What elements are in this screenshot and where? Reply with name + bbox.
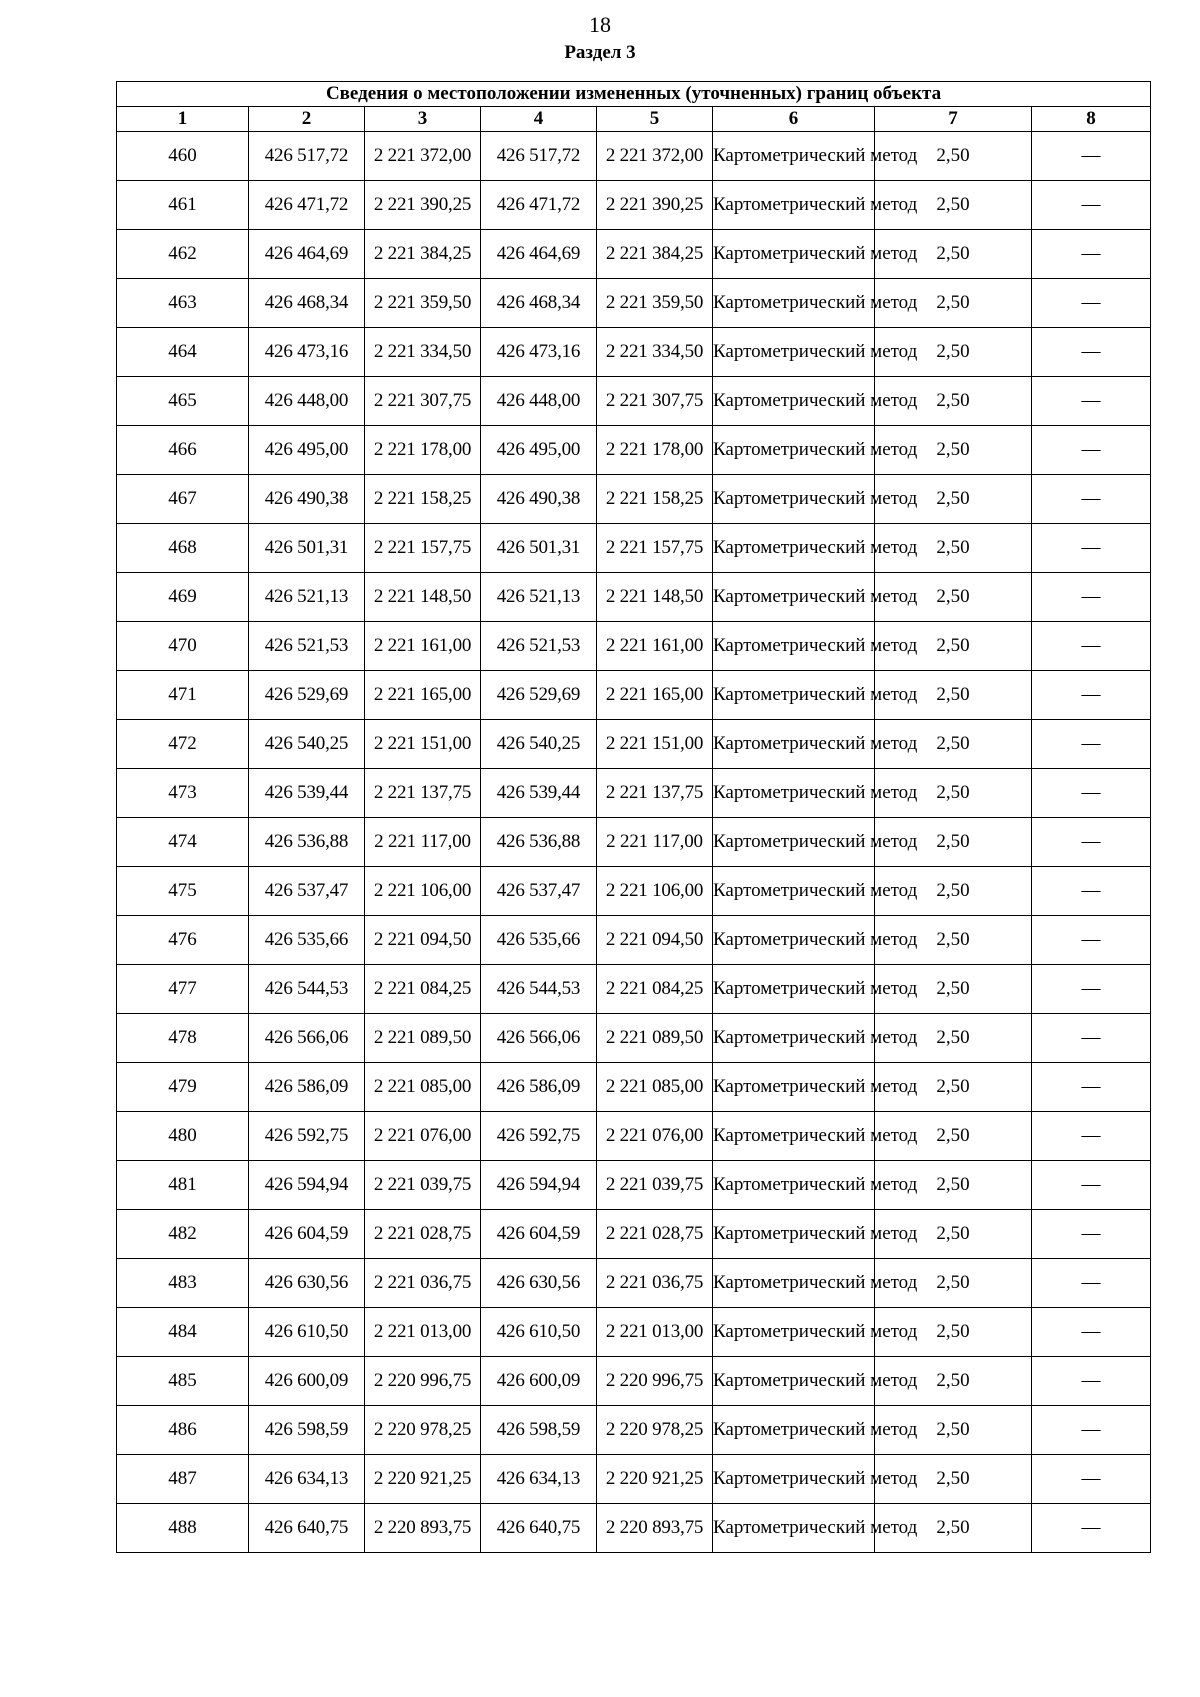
- column-number-6: 6: [713, 107, 875, 132]
- accuracy-cell: 2,50: [875, 132, 1032, 181]
- y-coordinate-old-cell: 2 221 148,50: [365, 573, 481, 622]
- description-cell: —: [1032, 377, 1151, 426]
- x-coordinate-new-cell: 426 540,25: [481, 720, 597, 769]
- accuracy-cell: 2,50: [875, 573, 1032, 622]
- table-row: [117, 573, 1151, 622]
- table-row: [117, 475, 1151, 524]
- x-coordinate-old-cell: 426 634,13: [249, 1455, 365, 1504]
- accuracy-cell: 2,50: [875, 1504, 1032, 1553]
- y-coordinate-new-cell: 2 221 094,50: [597, 916, 713, 965]
- x-coordinate-new-cell: 426 592,75: [481, 1112, 597, 1161]
- x-coordinate-new-cell: 426 517,72: [481, 132, 597, 181]
- description-cell: —: [1032, 720, 1151, 769]
- x-coordinate-old-cell: 426 610,50: [249, 1308, 365, 1357]
- accuracy-cell: 2,50: [875, 328, 1032, 377]
- description-cell: —: [1032, 1504, 1151, 1553]
- point-number-cell: 466: [117, 426, 249, 475]
- point-number-cell: 473: [117, 769, 249, 818]
- y-coordinate-new-cell: 2 221 384,25: [597, 230, 713, 279]
- point-number-cell: 464: [117, 328, 249, 377]
- table-row: [117, 769, 1151, 818]
- x-coordinate-old-cell: 426 537,47: [249, 867, 365, 916]
- table-row: [117, 1063, 1151, 1112]
- accuracy-cell: 2,50: [875, 279, 1032, 328]
- table-row: [117, 867, 1151, 916]
- y-coordinate-new-cell: 2 221 117,00: [597, 818, 713, 867]
- accuracy-cell: 2,50: [875, 230, 1032, 279]
- boundary-coordinates-table: [116, 81, 1151, 1553]
- x-coordinate-new-cell: 426 544,53: [481, 965, 597, 1014]
- description-cell: —: [1032, 1112, 1151, 1161]
- y-coordinate-old-cell: 2 221 158,25: [365, 475, 481, 524]
- x-coordinate-old-cell: 426 598,59: [249, 1406, 365, 1455]
- y-coordinate-new-cell: 2 221 085,00: [597, 1063, 713, 1112]
- y-coordinate-new-cell: 2 221 089,50: [597, 1014, 713, 1063]
- accuracy-cell: 2,50: [875, 1014, 1032, 1063]
- method-cell: Картометрический метод: [713, 1504, 875, 1553]
- point-number-cell: 484: [117, 1308, 249, 1357]
- y-coordinate-new-cell: 2 220 996,75: [597, 1357, 713, 1406]
- x-coordinate-old-cell: 426 544,53: [249, 965, 365, 1014]
- accuracy-cell: 2,50: [875, 475, 1032, 524]
- accuracy-cell: 2,50: [875, 377, 1032, 426]
- x-coordinate-new-cell: 426 501,31: [481, 524, 597, 573]
- page-number: 18: [589, 12, 611, 37]
- table-body: [117, 132, 1151, 1553]
- method-cell: Картометрический метод: [713, 230, 875, 279]
- table-row: [117, 1406, 1151, 1455]
- column-number-3: 3: [365, 107, 481, 132]
- y-coordinate-new-cell: 2 221 178,00: [597, 426, 713, 475]
- method-cell: Картометрический метод: [713, 1455, 875, 1504]
- accuracy-cell: 2,50: [875, 1161, 1032, 1210]
- x-coordinate-new-cell: 426 600,09: [481, 1357, 597, 1406]
- x-coordinate-old-cell: 426 566,06: [249, 1014, 365, 1063]
- description-cell: —: [1032, 1161, 1151, 1210]
- point-number-cell: 475: [117, 867, 249, 916]
- y-coordinate-new-cell: 2 221 161,00: [597, 622, 713, 671]
- x-coordinate-new-cell: 426 610,50: [481, 1308, 597, 1357]
- x-coordinate-old-cell: 426 448,00: [249, 377, 365, 426]
- method-cell: Картометрический метод: [713, 377, 875, 426]
- method-cell: Картометрический метод: [713, 573, 875, 622]
- x-coordinate-new-cell: 426 521,13: [481, 573, 597, 622]
- y-coordinate-old-cell: 2 221 178,00: [365, 426, 481, 475]
- point-number-cell: 480: [117, 1112, 249, 1161]
- table-row: [117, 1259, 1151, 1308]
- y-coordinate-new-cell: 2 221 148,50: [597, 573, 713, 622]
- x-coordinate-new-cell: 426 598,59: [481, 1406, 597, 1455]
- y-coordinate-new-cell: 2 221 390,25: [597, 181, 713, 230]
- x-coordinate-old-cell: 426 517,72: [249, 132, 365, 181]
- y-coordinate-new-cell: 2 221 013,00: [597, 1308, 713, 1357]
- description-cell: —: [1032, 818, 1151, 867]
- description-cell: —: [1032, 1210, 1151, 1259]
- point-number-cell: 472: [117, 720, 249, 769]
- section-title: Раздел 3: [564, 42, 636, 63]
- description-cell: —: [1032, 1063, 1151, 1112]
- description-cell: —: [1032, 279, 1151, 328]
- y-coordinate-old-cell: 2 221 151,00: [365, 720, 481, 769]
- table-row: [117, 916, 1151, 965]
- x-coordinate-old-cell: 426 592,75: [249, 1112, 365, 1161]
- table-row: [117, 720, 1151, 769]
- table-row: [117, 426, 1151, 475]
- accuracy-cell: 2,50: [875, 426, 1032, 475]
- table-row: [117, 1455, 1151, 1504]
- table-row: [117, 1112, 1151, 1161]
- x-coordinate-old-cell: 426 501,31: [249, 524, 365, 573]
- x-coordinate-new-cell: 426 471,72: [481, 181, 597, 230]
- accuracy-cell: 2,50: [875, 1210, 1032, 1259]
- description-cell: —: [1032, 132, 1151, 181]
- column-number-row: [117, 107, 1151, 132]
- point-number-cell: 460: [117, 132, 249, 181]
- y-coordinate-old-cell: 2 220 978,25: [365, 1406, 481, 1455]
- x-coordinate-old-cell: 426 529,69: [249, 671, 365, 720]
- method-cell: Картометрический метод: [713, 1112, 875, 1161]
- y-coordinate-new-cell: 2 221 157,75: [597, 524, 713, 573]
- point-number-cell: 487: [117, 1455, 249, 1504]
- table-row: [117, 965, 1151, 1014]
- column-number-8: 8: [1032, 107, 1151, 132]
- point-number-cell: 486: [117, 1406, 249, 1455]
- y-coordinate-old-cell: 2 221 117,00: [365, 818, 481, 867]
- x-coordinate-new-cell: 426 586,09: [481, 1063, 597, 1112]
- method-cell: Картометрический метод: [713, 426, 875, 475]
- y-coordinate-old-cell: 2 221 084,25: [365, 965, 481, 1014]
- y-coordinate-old-cell: 2 220 996,75: [365, 1357, 481, 1406]
- method-cell: Картометрический метод: [713, 475, 875, 524]
- x-coordinate-new-cell: 426 495,00: [481, 426, 597, 475]
- column-number-2: 2: [249, 107, 365, 132]
- y-coordinate-old-cell: 2 221 307,75: [365, 377, 481, 426]
- point-number-cell: 469: [117, 573, 249, 622]
- accuracy-cell: 2,50: [875, 1259, 1032, 1308]
- table-row: [117, 1308, 1151, 1357]
- x-coordinate-new-cell: 426 536,88: [481, 818, 597, 867]
- x-coordinate-new-cell: 426 566,06: [481, 1014, 597, 1063]
- table-row: [117, 279, 1151, 328]
- point-number-cell: 477: [117, 965, 249, 1014]
- point-number-cell: 485: [117, 1357, 249, 1406]
- method-cell: Картометрический метод: [713, 524, 875, 573]
- y-coordinate-new-cell: 2 221 028,75: [597, 1210, 713, 1259]
- x-coordinate-new-cell: 426 594,94: [481, 1161, 597, 1210]
- table-row: [117, 524, 1151, 573]
- y-coordinate-old-cell: 2 220 893,75: [365, 1504, 481, 1553]
- point-number-cell: 463: [117, 279, 249, 328]
- y-coordinate-old-cell: 2 221 094,50: [365, 916, 481, 965]
- y-coordinate-new-cell: 2 221 158,25: [597, 475, 713, 524]
- y-coordinate-new-cell: 2 221 036,75: [597, 1259, 713, 1308]
- point-number-cell: 479: [117, 1063, 249, 1112]
- table-row: [117, 230, 1151, 279]
- x-coordinate-new-cell: 426 490,38: [481, 475, 597, 524]
- y-coordinate-new-cell: 2 221 039,75: [597, 1161, 713, 1210]
- accuracy-cell: 2,50: [875, 1357, 1032, 1406]
- y-coordinate-old-cell: 2 221 028,75: [365, 1210, 481, 1259]
- y-coordinate-old-cell: 2 221 359,50: [365, 279, 481, 328]
- table-caption: Сведения о местоположении измененных (уточненных) границ объекта: [117, 82, 1151, 107]
- description-cell: —: [1032, 671, 1151, 720]
- description-cell: —: [1032, 622, 1151, 671]
- y-coordinate-old-cell: 2 221 334,50: [365, 328, 481, 377]
- x-coordinate-new-cell: 426 535,66: [481, 916, 597, 965]
- y-coordinate-old-cell: 2 221 085,00: [365, 1063, 481, 1112]
- method-cell: Картометрический метод: [713, 132, 875, 181]
- description-cell: —: [1032, 1014, 1151, 1063]
- y-coordinate-new-cell: 2 220 978,25: [597, 1406, 713, 1455]
- x-coordinate-old-cell: 426 604,59: [249, 1210, 365, 1259]
- y-coordinate-old-cell: 2 221 390,25: [365, 181, 481, 230]
- point-number-cell: 467: [117, 475, 249, 524]
- accuracy-cell: 2,50: [875, 867, 1032, 916]
- point-number-cell: 471: [117, 671, 249, 720]
- method-cell: Картометрический метод: [713, 965, 875, 1014]
- point-number-cell: 481: [117, 1161, 249, 1210]
- accuracy-cell: 2,50: [875, 1112, 1032, 1161]
- x-coordinate-old-cell: 426 540,25: [249, 720, 365, 769]
- description-cell: —: [1032, 1455, 1151, 1504]
- y-coordinate-old-cell: 2 221 039,75: [365, 1161, 481, 1210]
- point-number-cell: 478: [117, 1014, 249, 1063]
- description-cell: —: [1032, 1406, 1151, 1455]
- description-cell: —: [1032, 426, 1151, 475]
- y-coordinate-new-cell: 2 220 921,25: [597, 1455, 713, 1504]
- x-coordinate-new-cell: 426 464,69: [481, 230, 597, 279]
- method-cell: Картометрический метод: [713, 1357, 875, 1406]
- description-cell: —: [1032, 867, 1151, 916]
- point-number-cell: 461: [117, 181, 249, 230]
- y-coordinate-old-cell: 2 221 157,75: [365, 524, 481, 573]
- table-row: [117, 622, 1151, 671]
- point-number-cell: 483: [117, 1259, 249, 1308]
- point-number-cell: 488: [117, 1504, 249, 1553]
- method-cell: Картометрический метод: [713, 867, 875, 916]
- x-coordinate-new-cell: 426 634,13: [481, 1455, 597, 1504]
- method-cell: Картометрический метод: [713, 1308, 875, 1357]
- description-cell: —: [1032, 573, 1151, 622]
- x-coordinate-old-cell: 426 640,75: [249, 1504, 365, 1553]
- y-coordinate-old-cell: 2 221 013,00: [365, 1308, 481, 1357]
- accuracy-cell: 2,50: [875, 1063, 1032, 1112]
- description-cell: —: [1032, 1357, 1151, 1406]
- method-cell: Картометрический метод: [713, 279, 875, 328]
- y-coordinate-new-cell: 2 221 106,00: [597, 867, 713, 916]
- accuracy-cell: 2,50: [875, 916, 1032, 965]
- description-cell: —: [1032, 524, 1151, 573]
- accuracy-cell: 2,50: [875, 671, 1032, 720]
- description-cell: —: [1032, 769, 1151, 818]
- y-coordinate-old-cell: 2 221 384,25: [365, 230, 481, 279]
- method-cell: Картометрический метод: [713, 1161, 875, 1210]
- y-coordinate-old-cell: 2 221 137,75: [365, 769, 481, 818]
- method-cell: Картометрический метод: [713, 1210, 875, 1259]
- y-coordinate-new-cell: 2 221 372,00: [597, 132, 713, 181]
- method-cell: Картометрический метод: [713, 1406, 875, 1455]
- method-cell: Картометрический метод: [713, 1014, 875, 1063]
- column-number-4: 4: [481, 107, 597, 132]
- point-number-cell: 462: [117, 230, 249, 279]
- point-number-cell: 468: [117, 524, 249, 573]
- x-coordinate-old-cell: 426 495,00: [249, 426, 365, 475]
- table-row: [117, 181, 1151, 230]
- x-coordinate-old-cell: 426 464,69: [249, 230, 365, 279]
- accuracy-cell: 2,50: [875, 524, 1032, 573]
- y-coordinate-new-cell: 2 220 893,75: [597, 1504, 713, 1553]
- point-number-cell: 470: [117, 622, 249, 671]
- y-coordinate-old-cell: 2 221 076,00: [365, 1112, 481, 1161]
- y-coordinate-old-cell: 2 221 372,00: [365, 132, 481, 181]
- method-cell: Картометрический метод: [713, 720, 875, 769]
- method-cell: Картометрический метод: [713, 671, 875, 720]
- table-row: [117, 671, 1151, 720]
- method-cell: Картометрический метод: [713, 1063, 875, 1112]
- x-coordinate-old-cell: 426 535,66: [249, 916, 365, 965]
- x-coordinate-old-cell: 426 490,38: [249, 475, 365, 524]
- x-coordinate-new-cell: 426 529,69: [481, 671, 597, 720]
- x-coordinate-new-cell: 426 473,16: [481, 328, 597, 377]
- y-coordinate-new-cell: 2 221 165,00: [597, 671, 713, 720]
- method-cell: Картометрический метод: [713, 818, 875, 867]
- accuracy-cell: 2,50: [875, 720, 1032, 769]
- x-coordinate-new-cell: 426 521,53: [481, 622, 597, 671]
- table-row: [117, 1357, 1151, 1406]
- x-coordinate-old-cell: 426 594,94: [249, 1161, 365, 1210]
- y-coordinate-old-cell: 2 221 106,00: [365, 867, 481, 916]
- x-coordinate-old-cell: 426 600,09: [249, 1357, 365, 1406]
- x-coordinate-old-cell: 426 539,44: [249, 769, 365, 818]
- method-cell: Картометрический метод: [713, 1259, 875, 1308]
- x-coordinate-old-cell: 426 471,72: [249, 181, 365, 230]
- x-coordinate-old-cell: 426 473,16: [249, 328, 365, 377]
- description-cell: —: [1032, 1308, 1151, 1357]
- accuracy-cell: 2,50: [875, 181, 1032, 230]
- accuracy-cell: 2,50: [875, 965, 1032, 1014]
- description-cell: —: [1032, 230, 1151, 279]
- table-row: [117, 1210, 1151, 1259]
- x-coordinate-new-cell: 426 539,44: [481, 769, 597, 818]
- table-row: [117, 328, 1151, 377]
- y-coordinate-old-cell: 2 221 036,75: [365, 1259, 481, 1308]
- y-coordinate-old-cell: 2 221 161,00: [365, 622, 481, 671]
- accuracy-cell: 2,50: [875, 769, 1032, 818]
- table-row: [117, 818, 1151, 867]
- x-coordinate-old-cell: 426 468,34: [249, 279, 365, 328]
- method-cell: Картометрический метод: [713, 181, 875, 230]
- description-cell: —: [1032, 328, 1151, 377]
- table-row: [117, 1014, 1151, 1063]
- method-cell: Картометрический метод: [713, 769, 875, 818]
- x-coordinate-old-cell: 426 521,13: [249, 573, 365, 622]
- point-number-cell: 476: [117, 916, 249, 965]
- point-number-cell: 465: [117, 377, 249, 426]
- method-cell: Картометрический метод: [713, 916, 875, 965]
- x-coordinate-new-cell: 426 604,59: [481, 1210, 597, 1259]
- y-coordinate-new-cell: 2 221 084,25: [597, 965, 713, 1014]
- column-number-5: 5: [597, 107, 713, 132]
- x-coordinate-old-cell: 426 521,53: [249, 622, 365, 671]
- x-coordinate-new-cell: 426 448,00: [481, 377, 597, 426]
- x-coordinate-new-cell: 426 537,47: [481, 867, 597, 916]
- y-coordinate-old-cell: 2 220 921,25: [365, 1455, 481, 1504]
- x-coordinate-new-cell: 426 630,56: [481, 1259, 597, 1308]
- x-coordinate-old-cell: 426 536,88: [249, 818, 365, 867]
- column-number-1: 1: [117, 107, 249, 132]
- accuracy-cell: 2,50: [875, 1308, 1032, 1357]
- y-coordinate-old-cell: 2 221 165,00: [365, 671, 481, 720]
- x-coordinate-old-cell: 426 586,09: [249, 1063, 365, 1112]
- table-row: [117, 377, 1151, 426]
- y-coordinate-new-cell: 2 221 137,75: [597, 769, 713, 818]
- x-coordinate-new-cell: 426 468,34: [481, 279, 597, 328]
- table-row: [117, 1504, 1151, 1553]
- x-coordinate-old-cell: 426 630,56: [249, 1259, 365, 1308]
- y-coordinate-new-cell: 2 221 359,50: [597, 279, 713, 328]
- method-cell: Картометрический метод: [713, 622, 875, 671]
- accuracy-cell: 2,50: [875, 1455, 1032, 1504]
- description-cell: —: [1032, 181, 1151, 230]
- column-number-7: 7: [875, 107, 1032, 132]
- description-cell: —: [1032, 965, 1151, 1014]
- accuracy-cell: 2,50: [875, 622, 1032, 671]
- method-cell: Картометрический метод: [713, 328, 875, 377]
- table-row: [117, 1161, 1151, 1210]
- table-row: [117, 132, 1151, 181]
- y-coordinate-new-cell: 2 221 076,00: [597, 1112, 713, 1161]
- description-cell: —: [1032, 475, 1151, 524]
- description-cell: —: [1032, 916, 1151, 965]
- point-number-cell: 482: [117, 1210, 249, 1259]
- y-coordinate-new-cell: 2 221 334,50: [597, 328, 713, 377]
- description-cell: —: [1032, 1259, 1151, 1308]
- y-coordinate-new-cell: 2 221 307,75: [597, 377, 713, 426]
- point-number-cell: 474: [117, 818, 249, 867]
- accuracy-cell: 2,50: [875, 1406, 1032, 1455]
- accuracy-cell: 2,50: [875, 818, 1032, 867]
- y-coordinate-old-cell: 2 221 089,50: [365, 1014, 481, 1063]
- y-coordinate-new-cell: 2 221 151,00: [597, 720, 713, 769]
- x-coordinate-new-cell: 426 640,75: [481, 1504, 597, 1553]
